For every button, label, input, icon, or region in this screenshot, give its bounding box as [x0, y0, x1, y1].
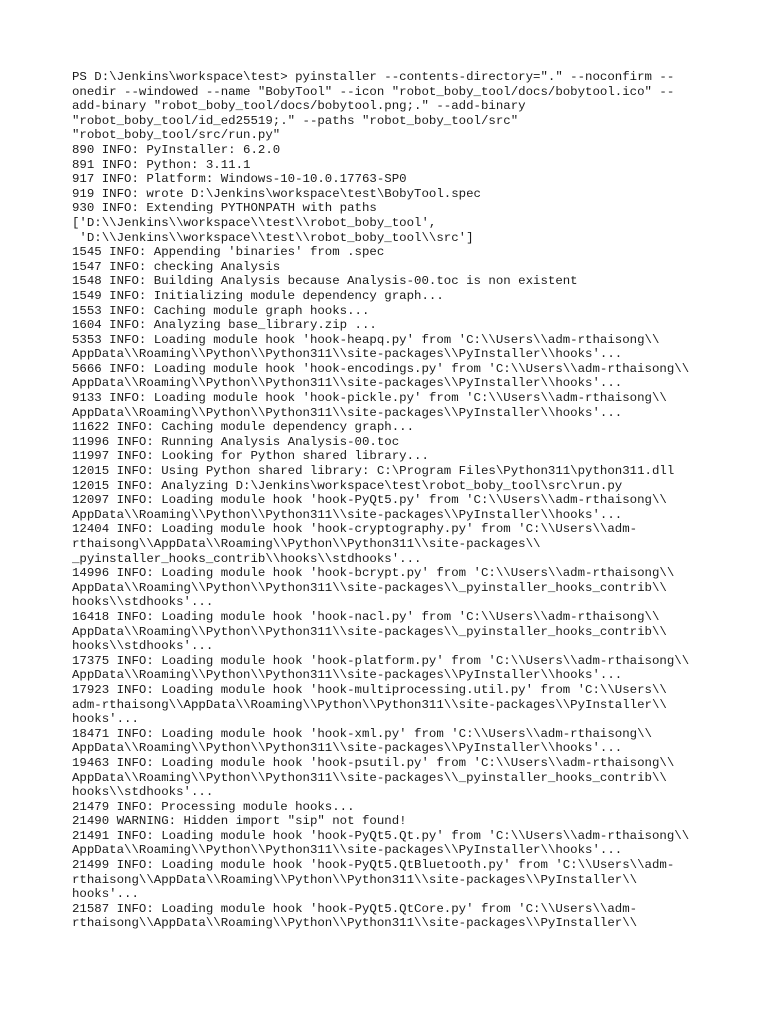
log-line: 5353 INFO: Loading module hook 'hook-heapq.py' from 'C:\\Users\\adm-rthaisong\\	[72, 332, 660, 347]
log-line: "robot_boby_tool/src/run.py"	[72, 128, 281, 143]
log-line: 21490 WARNING: Hidden import "sip" not found!	[72, 814, 407, 829]
log-line: AppData\\Roaming\\Python\\Python311\\site-packages\\_pyinstaller_hooks_contrib\\	[72, 624, 667, 639]
log-line: AppData\\Roaming\\Python\\Python311\\site-packages\\PyInstaller\\hooks'...	[72, 507, 623, 522]
log-line: rthaisong\\AppData\\Roaming\\Python\\Python311\\site-packages\\PyInstaller\\	[72, 916, 638, 931]
log-line: 919 INFO: wrote D:\Jenkins\workspace\test\BobyTool.spec	[72, 186, 481, 201]
log-line: 5666 INFO: Loading module hook 'hook-encodings.py' from 'C:\\Users\\adm-rthaisong\\	[72, 361, 690, 376]
log-line: 12404 INFO: Loading module hook 'hook-cryptography.py' from 'C:\\Users\\adm-	[72, 522, 638, 537]
log-line: 9133 INFO: Loading module hook 'hook-pickle.py' from 'C:\\Users\\adm-rthaisong\\	[72, 391, 667, 406]
log-line: AppData\\Roaming\\Python\\Python311\\site-packages\\_pyinstaller_hooks_contrib\\	[72, 770, 667, 785]
log-line: 14996 INFO: Loading module hook 'hook-bcrypt.py' from 'C:\\Users\\adm-rthaisong\\	[72, 566, 675, 581]
log-line: 891 INFO: Python: 3.11.1	[72, 157, 251, 172]
console-output	[72, 70, 732, 931]
log-line: AppData\\Roaming\\Python\\Python311\\site-packages\\_pyinstaller_hooks_contrib\\	[72, 580, 667, 595]
log-line: AppData\\Roaming\\Python\\Python311\\site-packages\\PyInstaller\\hooks'...	[72, 741, 623, 756]
log-line: 21499 INFO: Loading module hook 'hook-PyQt5.QtBluetooth.py' from 'C:\\Users\\adm-	[72, 858, 675, 873]
log-line: hooks\\stdhooks'...	[72, 595, 214, 610]
log-line: 21491 INFO: Loading module hook 'hook-PyQt5.Qt.py' from 'C:\\Users\\adm-rthaisong\\	[72, 828, 690, 843]
log-line: 1547 INFO: checking Analysis	[72, 259, 281, 274]
log-line: hooks\\stdhooks'...	[72, 785, 214, 800]
log-line: _pyinstaller_hooks_contrib\\hooks\\stdhooks'...	[72, 551, 422, 566]
log-line: 11997 INFO: Looking for Python shared library...	[72, 449, 429, 464]
log-line: 1604 INFO: Analyzing base_library.zip ...	[72, 318, 377, 333]
log-line: 21479 INFO: Processing module hooks...	[72, 799, 355, 814]
log-line: onedir --windowed --name "BobyTool" --icon "robot_boby_tool/docs/bobytool.ico" --	[72, 84, 675, 99]
log-line: 1553 INFO: Caching module graph hooks...	[72, 303, 370, 318]
log-line: 12015 INFO: Using Python shared library: C:\Program Files\Python311\python311.dll	[72, 464, 675, 479]
log-line: 11996 INFO: Running Analysis Analysis-00.toc	[72, 434, 400, 449]
log-line: hooks'...	[72, 887, 139, 902]
log-line: 11622 INFO: Caching module dependency graph...	[72, 420, 415, 435]
log-line: 17923 INFO: Loading module hook 'hook-multiprocessing.util.py' from 'C:\\Users\\	[72, 682, 667, 697]
log-line: 12015 INFO: Analyzing D:\Jenkins\workspace\test\robot_boby_tool\src\run.py	[72, 478, 623, 493]
log-line: 1548 INFO: Building Analysis because Analysis-00.toc is non existent	[72, 274, 578, 289]
log-line: 17375 INFO: Loading module hook 'hook-platform.py' from 'C:\\Users\\adm-rthaisong\\	[72, 653, 690, 668]
log-line: 18471 INFO: Loading module hook 'hook-xml.py' from 'C:\\Users\\adm-rthaisong\\	[72, 726, 652, 741]
log-line: hooks'...	[72, 712, 139, 727]
log-line: AppData\\Roaming\\Python\\Python311\\site-packages\\PyInstaller\\hooks'...	[72, 347, 623, 362]
log-line: "robot_boby_tool/id_ed25519;." --paths "robot_boby_tool/src"	[72, 113, 519, 128]
log-line: AppData\\Roaming\\Python\\Python311\\site-packages\\PyInstaller\\hooks'...	[72, 405, 623, 420]
log-line: 1545 INFO: Appending 'binaries' from .spec	[72, 245, 385, 260]
log-line: 917 INFO: Platform: Windows-10-10.0.17763-SP0	[72, 172, 407, 187]
log-line: 1549 INFO: Initializing module dependency graph...	[72, 288, 444, 303]
log-line: hooks\\stdhooks'...	[72, 639, 214, 654]
log-line: AppData\\Roaming\\Python\\Python311\\site-packages\\PyInstaller\\hooks'...	[72, 668, 623, 683]
log-line: 16418 INFO: Loading module hook 'hook-nacl.py' from 'C:\\Users\\adm-rthaisong\\	[72, 609, 660, 624]
log-line: 19463 INFO: Loading module hook 'hook-psutil.py' from 'C:\\Users\\adm-rthaisong\\	[72, 755, 675, 770]
log-line: 890 INFO: PyInstaller: 6.2.0	[72, 142, 281, 157]
log-line: adm-rthaisong\\AppData\\Roaming\\Python\\Python311\\site-packages\\PyInstaller\\	[72, 697, 667, 712]
log-line: 'D:\\Jenkins\\workspace\\test\\robot_boby_tool\\src']	[72, 230, 474, 245]
log-line: rthaisong\\AppData\\Roaming\\Python\\Python311\\site-packages\\PyInstaller\\	[72, 872, 638, 887]
log-line: rthaisong\\AppData\\Roaming\\Python\\Python311\\site-packages\\	[72, 537, 541, 551]
log-line: 12097 INFO: Loading module hook 'hook-PyQt5.py' from 'C:\\Users\\adm-rthaisong\\	[72, 493, 667, 508]
log-line: ['D:\\Jenkins\\workspace\\test\\robot_boby_tool',	[72, 215, 437, 230]
log-line: add-binary "robot_boby_tool/docs/bobytool.png;." --add-binary	[72, 99, 526, 114]
log-line: 930 INFO: Extending PYTHONPATH with paths	[72, 201, 377, 216]
log-line: 21587 INFO: Loading module hook 'hook-PyQt5.QtCore.py' from 'C:\\Users\\adm-	[72, 901, 638, 916]
log-line: PS D:\Jenkins\workspace\test> pyinstaller --contents-directory="." --noconfirm --	[72, 70, 675, 84]
log-line: AppData\\Roaming\\Python\\Python311\\site-packages\\PyInstaller\\hooks'...	[72, 376, 623, 391]
log-line: AppData\\Roaming\\Python\\Python311\\site-packages\\PyInstaller\\hooks'...	[72, 843, 623, 858]
